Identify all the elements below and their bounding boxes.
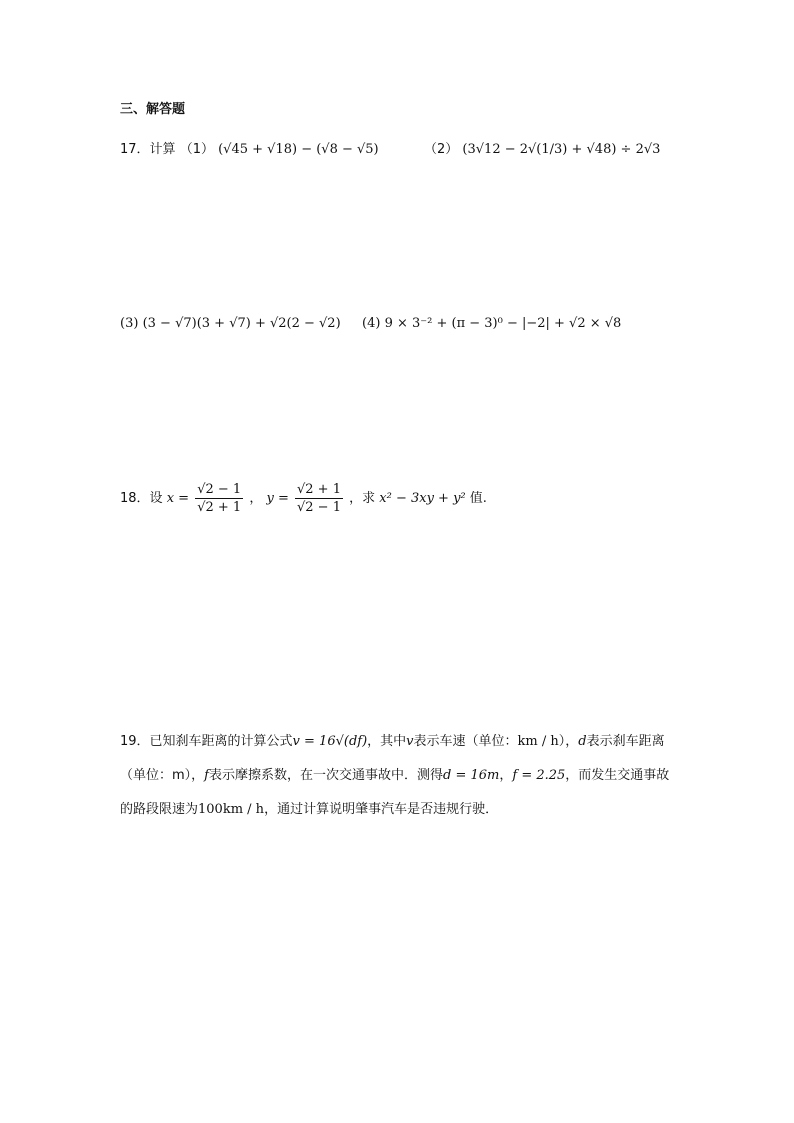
q19-text-5: 表示刹车距离（单位：m）， bbox=[120, 734, 665, 783]
q17-label: 17．计算 bbox=[120, 142, 176, 157]
q18-label: 18．设 bbox=[120, 491, 163, 506]
q19-d-value: d = 16m bbox=[443, 768, 500, 783]
q19-text-8: ，而发生交通事故的路段限速为 bbox=[120, 768, 670, 817]
q19-text-4: ）， bbox=[558, 734, 579, 749]
question-19 bbox=[120, 725, 680, 827]
q17-part4-expr: 9 × 3⁻² + (π − 3)⁰ − |−2| + √2 × √8 bbox=[384, 316, 622, 331]
q17-part4-label: (4) bbox=[362, 316, 381, 331]
question-17-part3 bbox=[120, 316, 341, 331]
q19-unit-v: km / h bbox=[517, 734, 559, 749]
q18-tail: 值. bbox=[469, 491, 487, 506]
q18-x-denominator: √2 + 1 bbox=[197, 500, 242, 515]
q18-expression: x² − 3xy + y² bbox=[379, 491, 466, 506]
q19-formula: v = 16√(df) bbox=[292, 734, 368, 749]
q19-text-7: ， bbox=[499, 768, 513, 783]
question-17 bbox=[120, 138, 379, 157]
q17-part2-expr: (3√12 − 2√(1/3) + √48) ÷ 2√3 bbox=[462, 142, 661, 157]
section-title: 三、解答题 bbox=[120, 102, 186, 117]
q19-text-1: 19．已知刹车距离的计算公式 bbox=[120, 734, 293, 749]
q19-speed-limit: 100km / h bbox=[198, 802, 265, 817]
q19-var-d: d bbox=[578, 734, 587, 749]
q18-y-numerator: √2 + 1 bbox=[296, 482, 341, 497]
q18-y-denominator: √2 − 1 bbox=[296, 500, 341, 515]
q19-text-9: ，通过计算说明肇事汽车是否违规行驶． bbox=[264, 802, 499, 817]
question-18 bbox=[120, 482, 487, 515]
q17-part3-expr: (3 − √7)(3 + √7) + √2(2 − √2) bbox=[142, 316, 341, 331]
q17-part1-expr: (√45 + √18) − (√8 − √5) bbox=[218, 142, 379, 157]
q18-y-fraction bbox=[295, 482, 343, 515]
q19-f-value: f = 2.25 bbox=[512, 768, 566, 783]
q19-var-v: v bbox=[406, 734, 414, 749]
q18-x-numerator: √2 − 1 bbox=[197, 482, 242, 497]
q19-text-2: ，其中 bbox=[367, 734, 407, 749]
q19-text-6: 表示摩擦系数，在一次交通事故中．测得 bbox=[208, 768, 443, 783]
q19-text-3: 表示车速（单位： bbox=[413, 734, 518, 749]
q18-separator: ， bbox=[249, 491, 263, 506]
q17-part1-label: （1） bbox=[179, 142, 214, 157]
q18-ask: ，求 bbox=[349, 491, 376, 506]
q19-var-f: f bbox=[204, 768, 209, 783]
q18-x-eq: x = bbox=[166, 491, 190, 506]
q18-x-fraction bbox=[195, 482, 243, 515]
question-17-part4 bbox=[362, 316, 621, 331]
q18-y-eq: y = bbox=[266, 491, 289, 506]
q17-part2-label: （2） bbox=[424, 142, 459, 157]
question-17-part2 bbox=[424, 138, 660, 157]
q17-part3-label: (3) bbox=[120, 316, 139, 331]
